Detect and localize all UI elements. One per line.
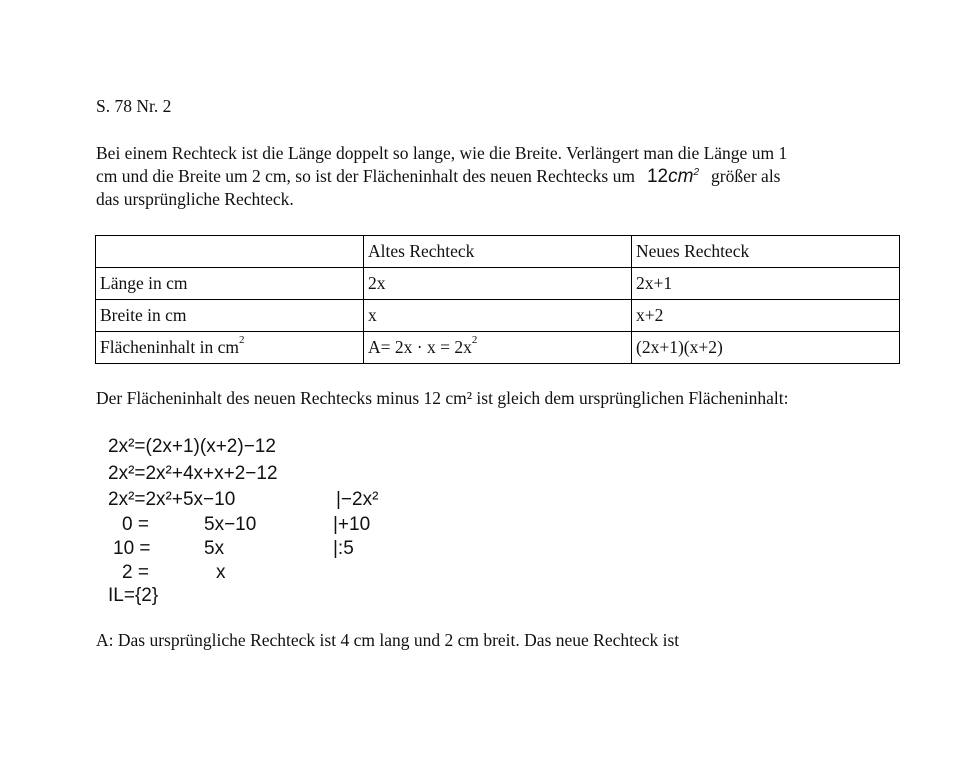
problem-line-2-end: größer als <box>711 166 781 186</box>
equation-statement: Der Flächeninhalt des neuen Rechtecks minus 12 cm² ist gleich dem ursprünglichen Flächeninhalt: <box>96 388 789 408</box>
equation-line-4-right: 5x−10 <box>204 514 257 535</box>
equation-line-6-left: 2 = <box>122 562 149 583</box>
old-value: x <box>364 300 632 332</box>
equation-line-4-left: 0 = <box>122 514 149 535</box>
table-row <box>96 332 900 364</box>
row-label-text: Flächeninhalt in cm <box>100 337 239 357</box>
new-value: (2x+1)(x+2) <box>632 332 900 364</box>
table-header-cell <box>96 236 364 268</box>
table-row <box>96 300 900 332</box>
rectangle-table <box>95 235 900 364</box>
table-header-cell: Neues Rechteck <box>632 236 900 268</box>
answer-text: A: Das ursprüngliche Rechteck ist 4 cm lang und 2 cm breit. Das neue Rechteck ist <box>96 630 680 650</box>
equation-line-6-right: x <box>216 562 226 583</box>
old-value: 2x <box>364 268 632 300</box>
exercise-heading: S. 78 Nr. 2 <box>96 96 172 116</box>
equation-line-3: 2x²=2x²+5x−10 <box>108 489 236 510</box>
inline-area-unit: cm <box>668 166 694 187</box>
equation-operation-3: |−2x² <box>336 489 379 510</box>
problem-line-2 <box>96 165 891 188</box>
table-header-row <box>96 236 900 268</box>
equation-line-5-left: 10 = <box>113 538 151 559</box>
row-label <box>96 332 364 364</box>
row-label: Länge in cm <box>96 268 364 300</box>
equation-line-5-right: 5x <box>204 538 225 559</box>
old-value <box>364 332 632 364</box>
inline-area-exponent: 2 <box>693 167 699 178</box>
table-row <box>96 268 900 300</box>
old-value-text: A= 2x · x = 2x <box>368 337 472 357</box>
problem-line-3: das ursprüngliche Rechteck. <box>96 189 294 209</box>
problem-line-2-start: cm und die Breite um 2 cm, so ist der Flächeninhalt des neuen Rechtecks um <box>96 166 635 186</box>
inline-area-value: 12 <box>646 166 669 187</box>
inline-area-formula <box>647 165 699 188</box>
new-value: x+2 <box>632 300 900 332</box>
problem-text <box>96 142 891 211</box>
row-label: Breite in cm <box>96 300 364 332</box>
equation-line-1: 2x²=(2x+1)(x+2)−12 <box>108 436 276 457</box>
equation-operation-4: |+10 <box>333 514 371 535</box>
equation-operation-5: |:5 <box>333 538 354 559</box>
equation-line-2: 2x²=2x²+4x+x+2−12 <box>108 463 278 484</box>
row-label-exponent: 2 <box>239 334 245 346</box>
old-value-exponent: 2 <box>471 334 478 346</box>
solution-set: IL={2} <box>108 585 159 606</box>
new-value: 2x+1 <box>632 268 900 300</box>
table-header-cell: Altes Rechteck <box>364 236 632 268</box>
problem-line-1: Bei einem Rechteck ist die Länge doppelt so lange, wie die Breite. Verlängert man die Länge um 1 <box>96 143 788 163</box>
